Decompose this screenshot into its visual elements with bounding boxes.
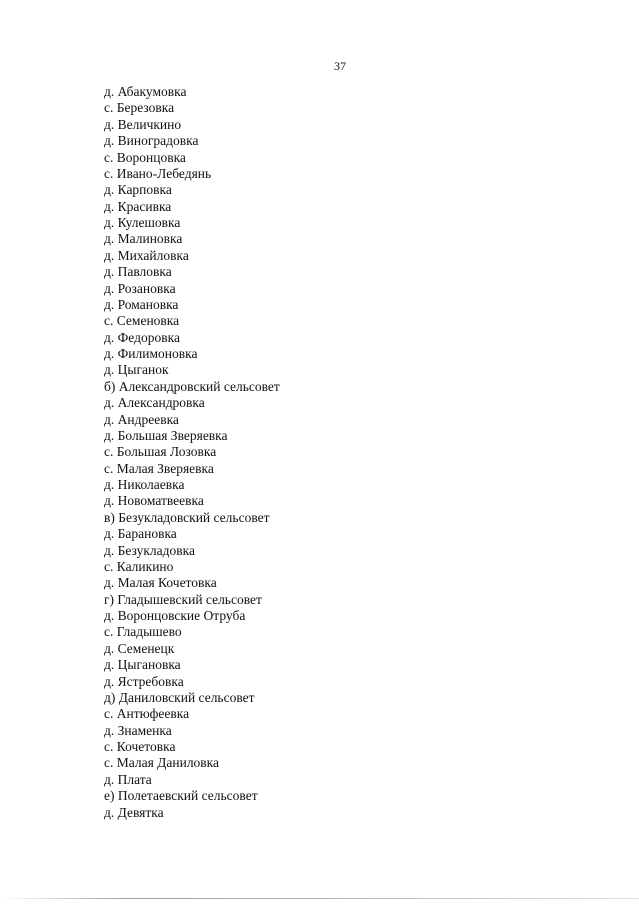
- list-item: д. Филимоновка: [104, 346, 198, 361]
- list-item: д. Плата: [104, 771, 152, 787]
- list-section-heading: в) Безукладовский сельсовет: [104, 509, 270, 525]
- list-item: с. Каликино: [104, 558, 174, 574]
- list-item: д. Виноградовка: [104, 133, 199, 149]
- list-item: д. Кулешовка: [104, 215, 181, 230]
- list-item: д. Величкино: [104, 116, 182, 132]
- list-item: с. Воронцовка: [104, 149, 186, 165]
- list-item: д. Барановка: [104, 526, 177, 542]
- scan-edge-line: [0, 898, 639, 899]
- list-item: д. Ястребовка: [104, 673, 184, 689]
- list-section-heading: е) Полетаевский сельсовет: [104, 788, 258, 804]
- list-item: с. Кочетовка: [104, 739, 176, 754]
- list-item: д. Воронцовские Отруба: [104, 608, 246, 623]
- list-item: д. Красивка: [104, 198, 172, 214]
- list-item: д. Абакумовка: [104, 84, 187, 99]
- page-number: 37: [334, 59, 346, 73]
- list-section-heading: б) Александровский сельсовет: [104, 378, 280, 394]
- list-item: д. Романовка: [104, 296, 179, 312]
- list-item: д. Семенецк: [104, 640, 175, 656]
- list-item: с. Антюфеевка: [104, 706, 190, 722]
- list-item: с. Ивано-Лебедянь: [104, 165, 212, 181]
- settlement-list: [104, 84, 280, 821]
- list-item: д. Розановка: [104, 280, 176, 296]
- list-item: д. Цыгановка: [104, 657, 181, 673]
- list-item: д. Федоровка: [104, 329, 180, 345]
- list-item: с. Березовка: [104, 100, 175, 116]
- list-section-heading: г) Гладышевский сельсовет: [104, 591, 262, 607]
- list-section-heading: д) Даниловский сельсовет: [104, 689, 255, 705]
- list-item: с. Малая Даниловка: [104, 755, 220, 771]
- list-item: д. Карповка: [104, 182, 172, 198]
- list-item: д. Малая Кочетовка: [104, 575, 217, 591]
- list-item: д. Малиновка: [104, 231, 183, 247]
- list-item: с. Малая Зверяевка: [104, 460, 214, 476]
- list-item: д. Большая Зверяевка: [104, 427, 228, 443]
- list-item: д. Безукладовка: [104, 542, 195, 558]
- list-item: с. Гладышево: [104, 624, 182, 640]
- list-item: д. Девятка: [104, 804, 164, 820]
- list-item: д. Цыганок: [104, 362, 169, 378]
- list-item: д. Андреевка: [104, 411, 179, 427]
- list-item: д. Новоматвеевка: [104, 493, 204, 509]
- list-item: д. Павловка: [104, 264, 172, 280]
- list-item: д. Знаменка: [104, 722, 172, 738]
- list-item: с. Большая Лозовка: [104, 444, 217, 460]
- list-item: д. Михайловка: [104, 247, 189, 263]
- list-item: д. Николаевка: [104, 477, 185, 492]
- list-item: с. Семеновка: [104, 313, 180, 329]
- list-item: д. Александровка: [104, 395, 205, 411]
